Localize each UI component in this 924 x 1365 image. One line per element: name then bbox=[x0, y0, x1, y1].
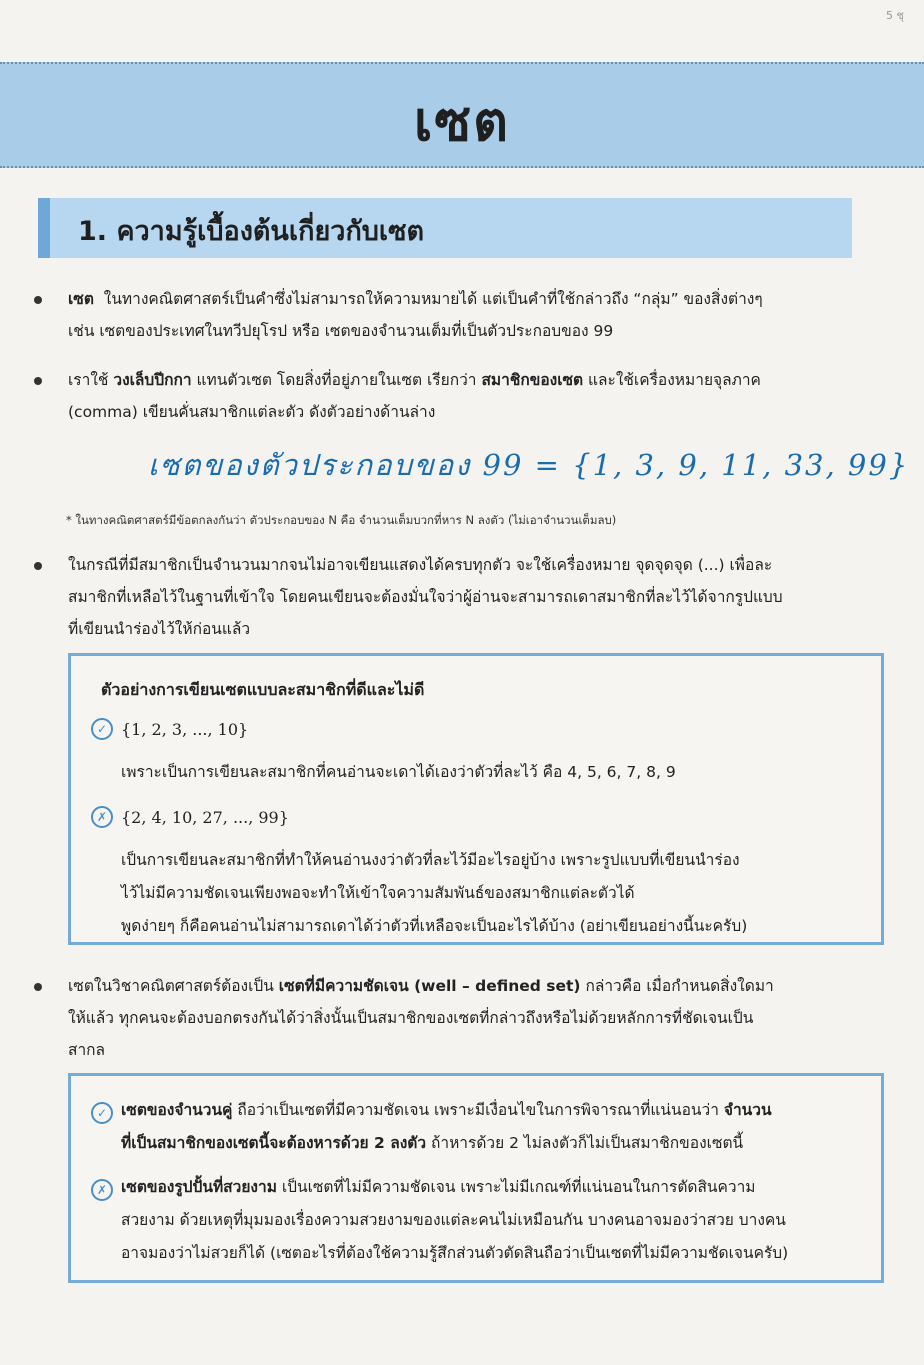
text: ในกรณีที่มีสมาชิกเป็นจำนวนมากจนไม่อาจเขียนแสดงได้ครบทุกตัว จะใช้เครื่องหมาย จุดจุดจุด (...) เพื่อละ bbox=[68, 556, 773, 574]
text: แทนตัวเซต โดยสิ่งที่อยู่ภายในเซต เรียกว่า bbox=[196, 371, 477, 389]
box-heading: ตัวอย่างการเขียนเซตแบบละสมาชิกที่ดีและไม่ดี bbox=[101, 680, 425, 699]
text: ไว้ไม่มีความชัดเจนเพียงพอจะทำให้เข้าใจความสัมพันธ์ของสมาชิกแต่ละตัวได้ bbox=[121, 884, 635, 902]
text: สมาชิกที่เหลือไว้ในฐานที่เข้าใจ โดยคนเขียนจะต้องมั่นใจว่าผู้อ่านจะสามารถเดาสมาชิกที่ละไว้ได้จากรูปแบบ bbox=[68, 588, 783, 606]
good-example bbox=[121, 1094, 871, 1160]
term-set: เซต bbox=[68, 290, 94, 308]
check-circle-icon: ✓ bbox=[91, 1102, 113, 1124]
paragraph-ellipsis bbox=[68, 549, 868, 645]
text: เป็นการเขียนละสมาชิกที่ทำให้คนอ่านงงว่าตัวที่ละไว้มีอะไรอยู่บ้าง เพราะรูปแบบที่เขียนนำร่อง bbox=[121, 851, 740, 869]
text: ในทางคณิตศาสตร์เป็นคำซึ่งไม่สามารถให้ความหมายได้ แต่เป็นคำที่ใช้กล่าวถึง “กลุ่ม” ของสิ่งต่างๆ bbox=[103, 290, 763, 308]
paragraph-definition bbox=[68, 283, 868, 347]
text: สากล bbox=[68, 1041, 106, 1059]
footnote: * ในทางคณิตศาสตร์มีข้อตกลงกันว่า ตัวประกอบของ N คือ จำนวนเต็มบวกที่หาร N ลงตัว (ไม่เอาจำนวนเต็มลบ) bbox=[66, 513, 617, 527]
bullet bbox=[34, 296, 42, 304]
term-braces: วงเล็บปีกกา bbox=[113, 371, 192, 389]
text: เป็นเซตที่ไม่มีความชัดเจน เพราะไม่มีเกณฑ์ที่แน่นอนในการตัดสินความ bbox=[281, 1178, 756, 1196]
text: พูดง่ายๆ ก็คือคนอ่านไม่สามารถเดาได้ว่าตัวที่เหลือจะเป็นอะไรได้บ้าง (อย่าเขียนอย่างนี้นะครับ) bbox=[121, 917, 748, 935]
text: ให้แล้ว ทุกคนจะต้องบอกตรงกันได้ว่าสิ่งนั้นเป็นสมาชิกของเซตที่กล่าวถึงหรือไม่ด้วยหลักการที่ชัดเจนเป็น bbox=[68, 1009, 754, 1027]
text: สวยงาม ด้วยเหตุที่มุมมองเรื่องความสวยงามของแต่ละคนไม่เหมือนกัน บางคนอาจมองว่าสวย บางคน bbox=[121, 1211, 786, 1229]
term: จำนวน bbox=[723, 1101, 772, 1119]
paragraph-braces bbox=[68, 364, 868, 428]
good-example-desc: เพราะเป็นการเขียนละสมาชิกที่คนอ่านจะเดาได้เองว่าตัวที่ละไว้ คือ 4, 5, 6, 7, 8, 9 bbox=[121, 763, 676, 781]
paragraph-well-defined bbox=[68, 970, 868, 1066]
cross-circle-icon: ✗ bbox=[91, 806, 113, 828]
term: เซตของจำนวนคู่ bbox=[121, 1101, 233, 1119]
text: ที่เขียนนำร่องไว้ให้ก่อนแล้ว bbox=[68, 620, 251, 638]
bad-example bbox=[121, 1171, 871, 1270]
text: และใช้เครื่องหมายจุลภาค bbox=[588, 371, 761, 389]
page-mark: 5 ชุ bbox=[886, 9, 904, 22]
term-members: สมาชิกของเซต bbox=[481, 371, 584, 389]
chapter-banner bbox=[0, 62, 924, 168]
text: เซตในวิชาคณิตศาสตร์ต้องเป็น bbox=[68, 977, 274, 995]
handwritten-example: เซตของตัวประกอบของ 99 = {1, 3, 9, 11, 33, 99} bbox=[148, 448, 910, 482]
good-example-set: {1, 2, 3, ..., 10} bbox=[121, 720, 249, 739]
bullet bbox=[34, 377, 42, 385]
text: กล่าวคือ เมื่อกำหนดสิ่งใดมา bbox=[585, 977, 774, 995]
example-box-ellipsis bbox=[68, 653, 884, 945]
term: เซตของรูปปั้นที่สวยงาม bbox=[121, 1178, 277, 1196]
example-box-well-defined bbox=[68, 1073, 884, 1283]
section-title: 1. ความรู้เบื้องต้นเกี่ยวกับเซต bbox=[78, 216, 425, 247]
bad-example-desc bbox=[121, 844, 747, 943]
section-bar bbox=[38, 198, 852, 258]
term-well-defined: เซตที่มีความชัดเจน (well – defined set) bbox=[278, 977, 581, 995]
bad-example-set: {2, 4, 10, 27, ..., 99} bbox=[121, 808, 289, 827]
bullet bbox=[34, 562, 42, 570]
chapter-title: เซต bbox=[413, 90, 511, 153]
check-circle-icon: ✓ bbox=[91, 718, 113, 740]
cross-circle-icon: ✗ bbox=[91, 1179, 113, 1201]
text: ถือว่าเป็นเซตที่มีความชัดเจน เพราะมีเงื่อนไขในการพิจารณาที่แน่นอนว่า bbox=[237, 1101, 719, 1119]
text: (comma) เขียนคั่นสมาชิกแต่ละตัว ดังตัวอย่างด้านล่าง bbox=[68, 403, 436, 421]
text: อาจมองว่าไม่สวยก็ได้ (เซตอะไรที่ต้องใช้ความรู้สึกส่วนตัวตัดสินถือว่าเป็นเซตที่ไม่มีความชัดเจนครับ) bbox=[121, 1244, 789, 1262]
term: ที่เป็นสมาชิกของเซตนี้จะต้องหารด้วย 2 ลงตัว bbox=[121, 1134, 427, 1152]
text: ถ้าหารด้วย 2 ไม่ลงตัวก็ไม่เป็นสมาชิกของเซตนี้ bbox=[431, 1134, 744, 1152]
text: เราใช้ bbox=[68, 371, 109, 389]
text: เช่น เซตของประเทศในทวีปยุโรป หรือ เซตของจำนวนเต็มที่เป็นตัวประกอบของ 99 bbox=[68, 322, 614, 340]
bullet bbox=[34, 983, 42, 991]
